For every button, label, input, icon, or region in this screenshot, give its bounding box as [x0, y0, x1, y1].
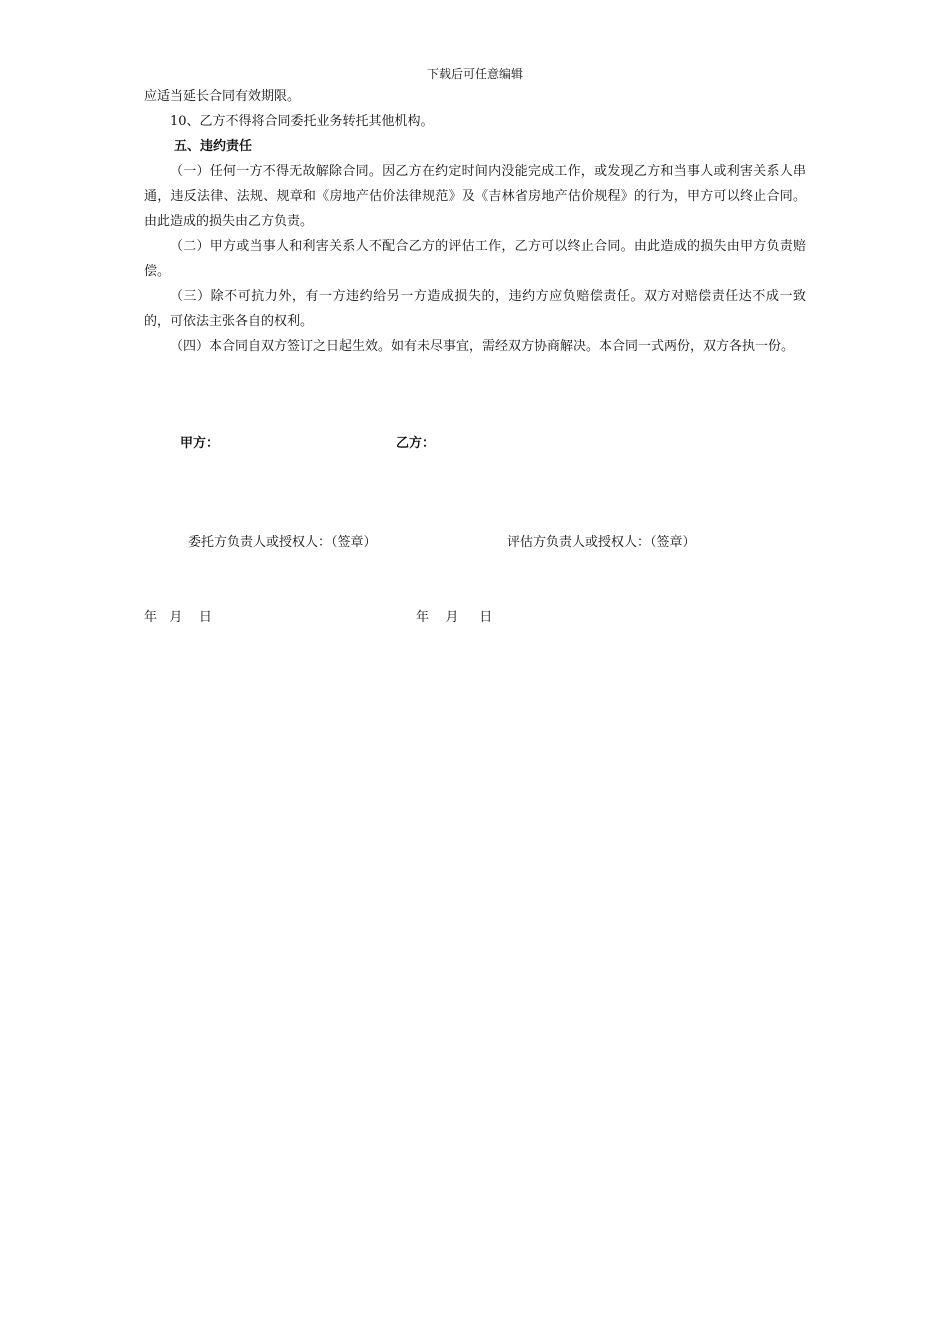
party-b-label: 乙方：	[396, 436, 436, 451]
clause-3: （三）除不可抗力外，有一方违约给另一方造成损失的，违约方应负赔偿责任。双方对赔偿责任达不成一致的，可依法主张各自的权利。	[144, 289, 806, 329]
clause-4: （四）本合同自双方签订之日起生效。如有未尽事宜，需经双方协商解决。本合同一式两份，双方各执一份。	[170, 339, 795, 354]
clause-2: （二）甲方或当事人和利害关系人不配合乙方的评估工作，乙方可以终止合同。由此造成的损失由甲方负责赔偿。	[144, 239, 806, 279]
contract-body	[144, 84, 806, 359]
party-a-signer-line: 委托方负责人或授权人：（签章）	[188, 535, 377, 550]
continued-line: 应适当延长合同有效期限。	[144, 89, 301, 104]
party-a-date-line: 年 月 日	[144, 610, 212, 625]
section-title-liability: 五、违约责任	[174, 139, 253, 154]
party-b-date-line: 年 月 日	[416, 610, 493, 625]
party-a-label: 甲方：	[180, 436, 220, 451]
item-10: 10、乙方不得将合同委托业务转托其他机构。	[170, 114, 434, 129]
clause-1: （一）任何一方不得无故解除合同。因乙方在约定时间内没能完成工作，或发现乙方和当事人或利害关系人串通，违反法律、法规、规章和《房地产估价法律规范》及《吉林省房地产估价规程》的行为，甲方可以终止合同。由此造成的损失由乙方负责。	[144, 164, 806, 229]
party-b-signer-line: 评估方负责人或授权人：（签章）	[507, 535, 696, 550]
page-header-note: 下载后可任意编辑	[426, 67, 523, 81]
